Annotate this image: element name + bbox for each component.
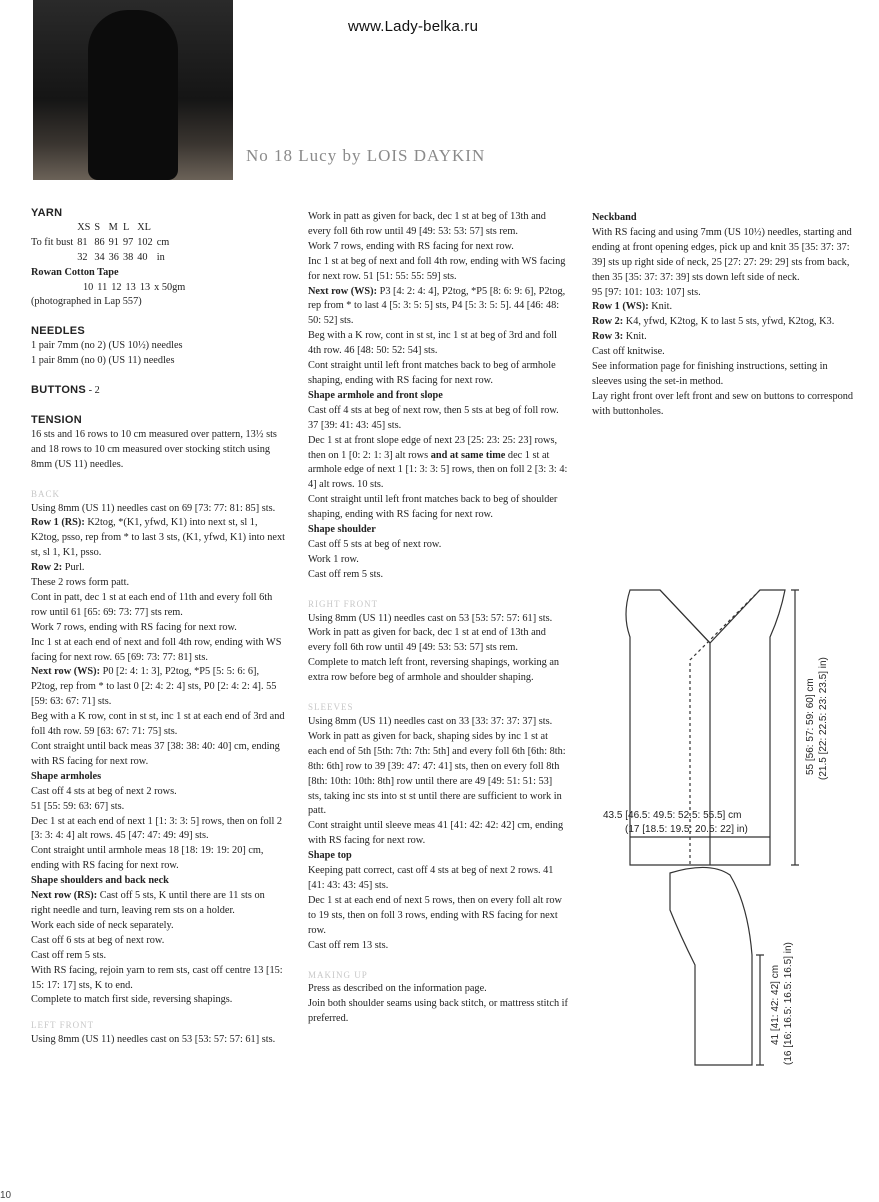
back-p1: Using 8mm (US 11) needles cast on 69 [73: 77: 81: 85] sts.: [31, 502, 276, 514]
needles-heading: NEEDLES: [31, 325, 86, 338]
sh-text: Complete to match first side, reversing shapings.: [31, 994, 233, 1006]
size-m: M: [108, 221, 118, 233]
sh-text: Work each side of neck separately.: [31, 919, 174, 931]
balls: 12: [111, 281, 122, 293]
nb-text: See information page for finishing instructions, setting in sleeves using the set-in method.: [592, 361, 828, 387]
balls: 13: [125, 281, 136, 293]
lf-text: dec 1 st at armhole edge of next 1 [1: 3: 3: 5] rows, then on foll 2 [3: 3: 4: 4] alt rows. 10 sts.: [308, 449, 568, 491]
lf-text: Cast off 4 sts at beg of next row, then 5 sts at beg of foll row. 37 [39: 41: 43: 45] sts.: [308, 404, 559, 431]
sl-text: Cont straight until sleeve meas 41 [41: 42: 42: 42] cm, ending with RS facing for next row.: [308, 820, 564, 847]
fit-in-row: [31, 251, 173, 266]
size-row: [31, 221, 173, 236]
yarn-size-table: [31, 221, 173, 266]
fit-cm: 91: [108, 236, 119, 248]
fit-cm: 86: [94, 236, 105, 248]
buttons-heading: BUTTONS: [31, 384, 87, 397]
lf-text: Beg with a K row, cont in st st, inc 1 st at beg of 3rd and foll 4th row. 46 [48: 50: 52: 54] sts.: [308, 330, 557, 357]
model-figure: [88, 10, 178, 180]
sleeve-outline: [670, 867, 752, 1065]
lf-text: Work 1 row.: [308, 553, 359, 565]
body-width-label: 43.5 [46.5: 49.5: 52.5: 55.5] cm: [603, 810, 742, 821]
tension-text: 16 sts and 16 rows to 10 cm measured over pattern, 13½ sts and 18 rows to 10 cm measured over stocking stitch using 8mm (US 11) needles.: [31, 428, 277, 470]
body-height-in-label: (21.5 [22: 22.5: 23: 23.5] in): [818, 657, 829, 780]
rf-text: Using 8mm (US 11) needles cast on 53 [53: 57: 57: 61] sts.: [308, 612, 553, 624]
sleeves-heading: SLEEVES: [308, 702, 354, 713]
back-p4: Work 7 rows, ending with RS facing for next row.: [31, 621, 237, 633]
row-label: Row 2:: [31, 562, 63, 574]
fit-in: 36: [108, 251, 119, 263]
size-l: L: [122, 221, 130, 233]
needles-line: 1 pair 8mm (no 0) (US 11) needles: [31, 355, 175, 367]
row-label: Next row (WS):: [308, 285, 378, 297]
lf-text: Cast off rem 5 sts.: [308, 568, 384, 580]
rf-text: Complete to match left front, reversing shapings, working an extra row before beg of armhole and shoulder shaping.: [308, 657, 560, 684]
sl-text: Cast off rem 13 sts.: [308, 939, 389, 951]
fit-cm-row: [31, 236, 173, 251]
row-label: Row 3:: [592, 331, 624, 343]
back-heading: BACK: [31, 488, 61, 499]
model-photo: [33, 0, 233, 180]
sl-text: Dec 1 st at each end of next 5 rows, then on every foll alt row to 19 sts, then on foll 3 rows, ending with RS facing for next row.: [308, 894, 562, 936]
nb-text: 95 [97: 101: 103: 107] sts.: [592, 286, 701, 298]
ball-row: [31, 281, 189, 296]
sl-text: Work in patt as given for back, shaping sides by inc 1 st at each end of 5th [5th: 7th: 7th: 5th] and every foll 6th [6th: 8th: 8th: 6th] row to 39 [39: 47: 47: 41] sts, then on every foll 8th [8th: 10th: 10th: 8th] row until there are 49 [49: 51: 51: 53] sts, taking inc sts into st st until there are sufficient to work in patt.: [308, 730, 566, 817]
back-p7: Cont straight until back meas 37 [38: 38: 40: 40] cm, ending with RS facing for next row.: [31, 741, 280, 767]
left-front-heading: LEFT FRONT: [31, 1020, 95, 1031]
fit-in: 38: [122, 251, 134, 263]
pattern-title: No 18 Lucy by LOIS DAYKIN: [246, 146, 486, 165]
arm-text: Dec 1 st at each end of next 1 [1: 3: 3: 5] rows, then on foll 2 [3: 3: 4: 4] alt rows. 45 [47: 47: 49: 49] sts.: [31, 815, 283, 842]
sleeve-length-label: 41 [41: 42: 42] cm: [770, 964, 781, 1045]
row-text: K4, yfwd, K2tog, K to last 5 sts, yfwd, K2tog, K3.: [623, 316, 835, 328]
yarn-heading: YARN: [31, 207, 63, 219]
column-1: [31, 206, 286, 1048]
photo-note: (photographed in Lap 557): [31, 296, 142, 308]
body-height-label: 55 [56: 57: 59: 60] cm: [805, 678, 816, 775]
shoulders-heading: Shape shoulders and back neck: [31, 875, 169, 887]
ball-unit: x 50gm: [154, 281, 186, 293]
right-front-heading: RIGHT FRONT: [308, 598, 379, 609]
row-text: Knit.: [623, 331, 647, 343]
arm-text: 51 [55: 59: 63: 67] sts.: [31, 800, 125, 812]
size-s: S: [94, 221, 101, 233]
sleeve-length-in-label: (16 [16: 16.5: 16.5: 16.5] in): [783, 942, 794, 1065]
column-2: [308, 210, 568, 1027]
unit-in: in: [156, 251, 165, 263]
sh-text: Cast off 6 sts at beg of next row.: [31, 934, 165, 946]
rf-text: Work in patt as given for back, dec 1 st at end of 13th and every foll 6th row until 49 [49: 53: 53: 57] sts rem.: [308, 627, 546, 654]
nb-text: Lay right front over left front and sew on buttons to correspond with buttonholes.: [592, 390, 854, 417]
lf-text: Cont straight until left front matches back to beg of armhole shaping, ending with RS facing for next row.: [308, 360, 556, 386]
size-xs: XS: [77, 221, 91, 233]
arm-text: Cast off 4 sts at beg of next 2 rows.: [31, 785, 177, 797]
armholes-heading: Shape armholes: [31, 770, 102, 782]
making-up-heading: MAKING UP: [308, 969, 368, 980]
nb-text: With RS facing and using 7mm (US 10½) needles, starting and ending at front opening edges, pick up and knit 35 [35: 37: 37: 39] sts up right side of neck, 25 [27: 27: 29: 29] sts from back, then 35 [35: 37: 37: 39] sts down left side of neck.: [592, 226, 852, 283]
lf-text: Cont straight until left front matches back to beg of shoulder shaping, ending with RS facing for next row.: [308, 494, 558, 521]
mk-text: Join both shoulder seams using back stitch, or mattress stitch if preferred.: [308, 998, 568, 1025]
column-3: [592, 211, 857, 420]
balls: 11: [97, 281, 108, 293]
fit-cm: 102: [137, 236, 153, 248]
balls: 13: [139, 281, 151, 293]
balls: 10: [83, 281, 94, 293]
buttons-value: - 2: [88, 385, 100, 397]
back-p3: Cont in patt, dec 1 st at each end of 11th and every foll 6th row until 61 [65: 69: 73: 77] sts rem.: [31, 591, 273, 618]
row-label: Next row (RS):: [31, 890, 98, 902]
lf-text: Dec 1 st at front slope edge of next 23 [25: 23: 25: 23] rows, then on 1 [0: 2: 1: 3] alt rows: [308, 434, 558, 461]
shoulder-heading: Shape shoulder: [308, 524, 376, 536]
needles-line: 1 pair 7mm (no 2) (US 10½) needles: [31, 340, 183, 352]
fit-in: 40: [137, 251, 148, 263]
sl-text: Keeping patt correct, cast off 4 sts at beg of next 2 rows. 41 [41: 43: 43: 45] sts.: [308, 865, 554, 891]
nb-text: Cast off knitwise.: [592, 346, 665, 358]
mk-text: Press as described on the information page.: [308, 983, 487, 995]
arm-text: Cont straight until armhole meas 18 [18: 19: 19: 20] cm, ending with RS facing for next row.: [31, 845, 264, 872]
fit-in: 32: [77, 251, 88, 263]
sh-text: Cast off rem 5 sts.: [31, 949, 107, 961]
fit-label: To fit bust: [31, 236, 74, 248]
lf-text: Work 7 rows, ending with RS facing for next row.: [308, 240, 514, 252]
back-p5: Inc 1 st at each end of next and foll 4th row, ending with WS facing for next row. 65 [69: 73: 77: 81] sts.: [31, 636, 282, 663]
site-url[interactable]: www.Lady-belka.ru: [348, 18, 479, 35]
lf-text: Work in patt as given for back, dec 1 st at beg of 13th and every foll 6th row until 49 [49: 53: 53: 57] sts rem.: [308, 211, 546, 237]
page-number: 10: [0, 1190, 12, 1201]
armhole-slope-heading: Shape armhole and front slope: [308, 389, 443, 401]
height-dimension: [791, 590, 799, 865]
row-label: Row 1 (WS):: [592, 301, 649, 313]
yarn-name: Rowan Cotton Tape: [31, 266, 119, 278]
fit-cm: 97: [122, 236, 134, 248]
row-text: K2tog, *(K1, yfwd, K1) into next st, sl 1, K2tog, psso, rep from * to last 3 sts, (K1, yfwd, K1) into next st, sl 1, K1, psso.: [31, 517, 285, 559]
neckband-heading: Neckband: [592, 212, 637, 223]
left-front-p1: Using 8mm (US 11) needles cast on 53 [53: 57: 57: 61] sts.: [31, 1034, 276, 1046]
row-text: P3 [4: 2: 4: 4], P2tog, *P5 [8: 6: 9: 6], P2tog, rep from * to last 4 [5: 3: 5: 5] sts, P4 [5: 3: 5: 5]. 44 [46: 48: 50: 52] sts.: [308, 285, 566, 327]
row-text: Cast off 5 sts, K until there are 11 sts on right needle and turn, leaving rem sts on a holder.: [31, 890, 265, 916]
sl-text: Using 8mm (US 11) needles cast on 33 [33: 37: 37: 37] sts.: [308, 716, 553, 727]
back-p6: Beg with a K row, cont in st st, inc 1 st at each end of 3rd and foll 4th row. 59 [63: 67: 71: 75] sts.: [31, 711, 285, 738]
fit-cm: 81: [77, 236, 88, 248]
row-text: P0 [2: 4: 1: 3], P2tog, *P5 [5: 5: 6: 6], P2tog, rep from * to last 0 [2: 4: 2: 4] sts, P0 [2: 4: 2: 4]. 55 [59: 63: 67: 71] sts.: [31, 666, 277, 708]
row-label: Row 2:: [592, 316, 624, 328]
schematic-diagram: [600, 575, 870, 1095]
tension-heading: TENSION: [31, 413, 82, 426]
same-time-text: and at same time: [430, 449, 506, 461]
row-text: Knit.: [648, 301, 673, 313]
fit-in: 34: [94, 251, 105, 263]
ball-table: [31, 281, 189, 296]
back-p2: These 2 rows form patt.: [31, 577, 130, 589]
row-text: Purl.: [62, 562, 85, 574]
lf-text: Inc 1 st at beg of next and foll 4th row, ending with WS facing for next row. 51 [51: 55: 55: 59] sts.: [308, 255, 566, 282]
shape-top-heading: Shape top: [308, 850, 352, 862]
body-width-in-label: (17 [18.5: 19.5: 20.5: 22] in): [625, 824, 748, 835]
lf-text: Cast off 5 sts at beg of next row.: [308, 538, 442, 550]
sleeve-dimension: [756, 955, 764, 1065]
size-xl: XL: [137, 221, 151, 233]
unit-cm: cm: [156, 236, 170, 248]
row-label: Next row (WS):: [31, 666, 101, 678]
sh-text: With RS facing, rejoin yarn to rem sts, cast off centre 13 [15: 15: 17: 17] sts, K to end.: [31, 964, 283, 991]
row-label: Row 1 (RS):: [31, 517, 85, 529]
